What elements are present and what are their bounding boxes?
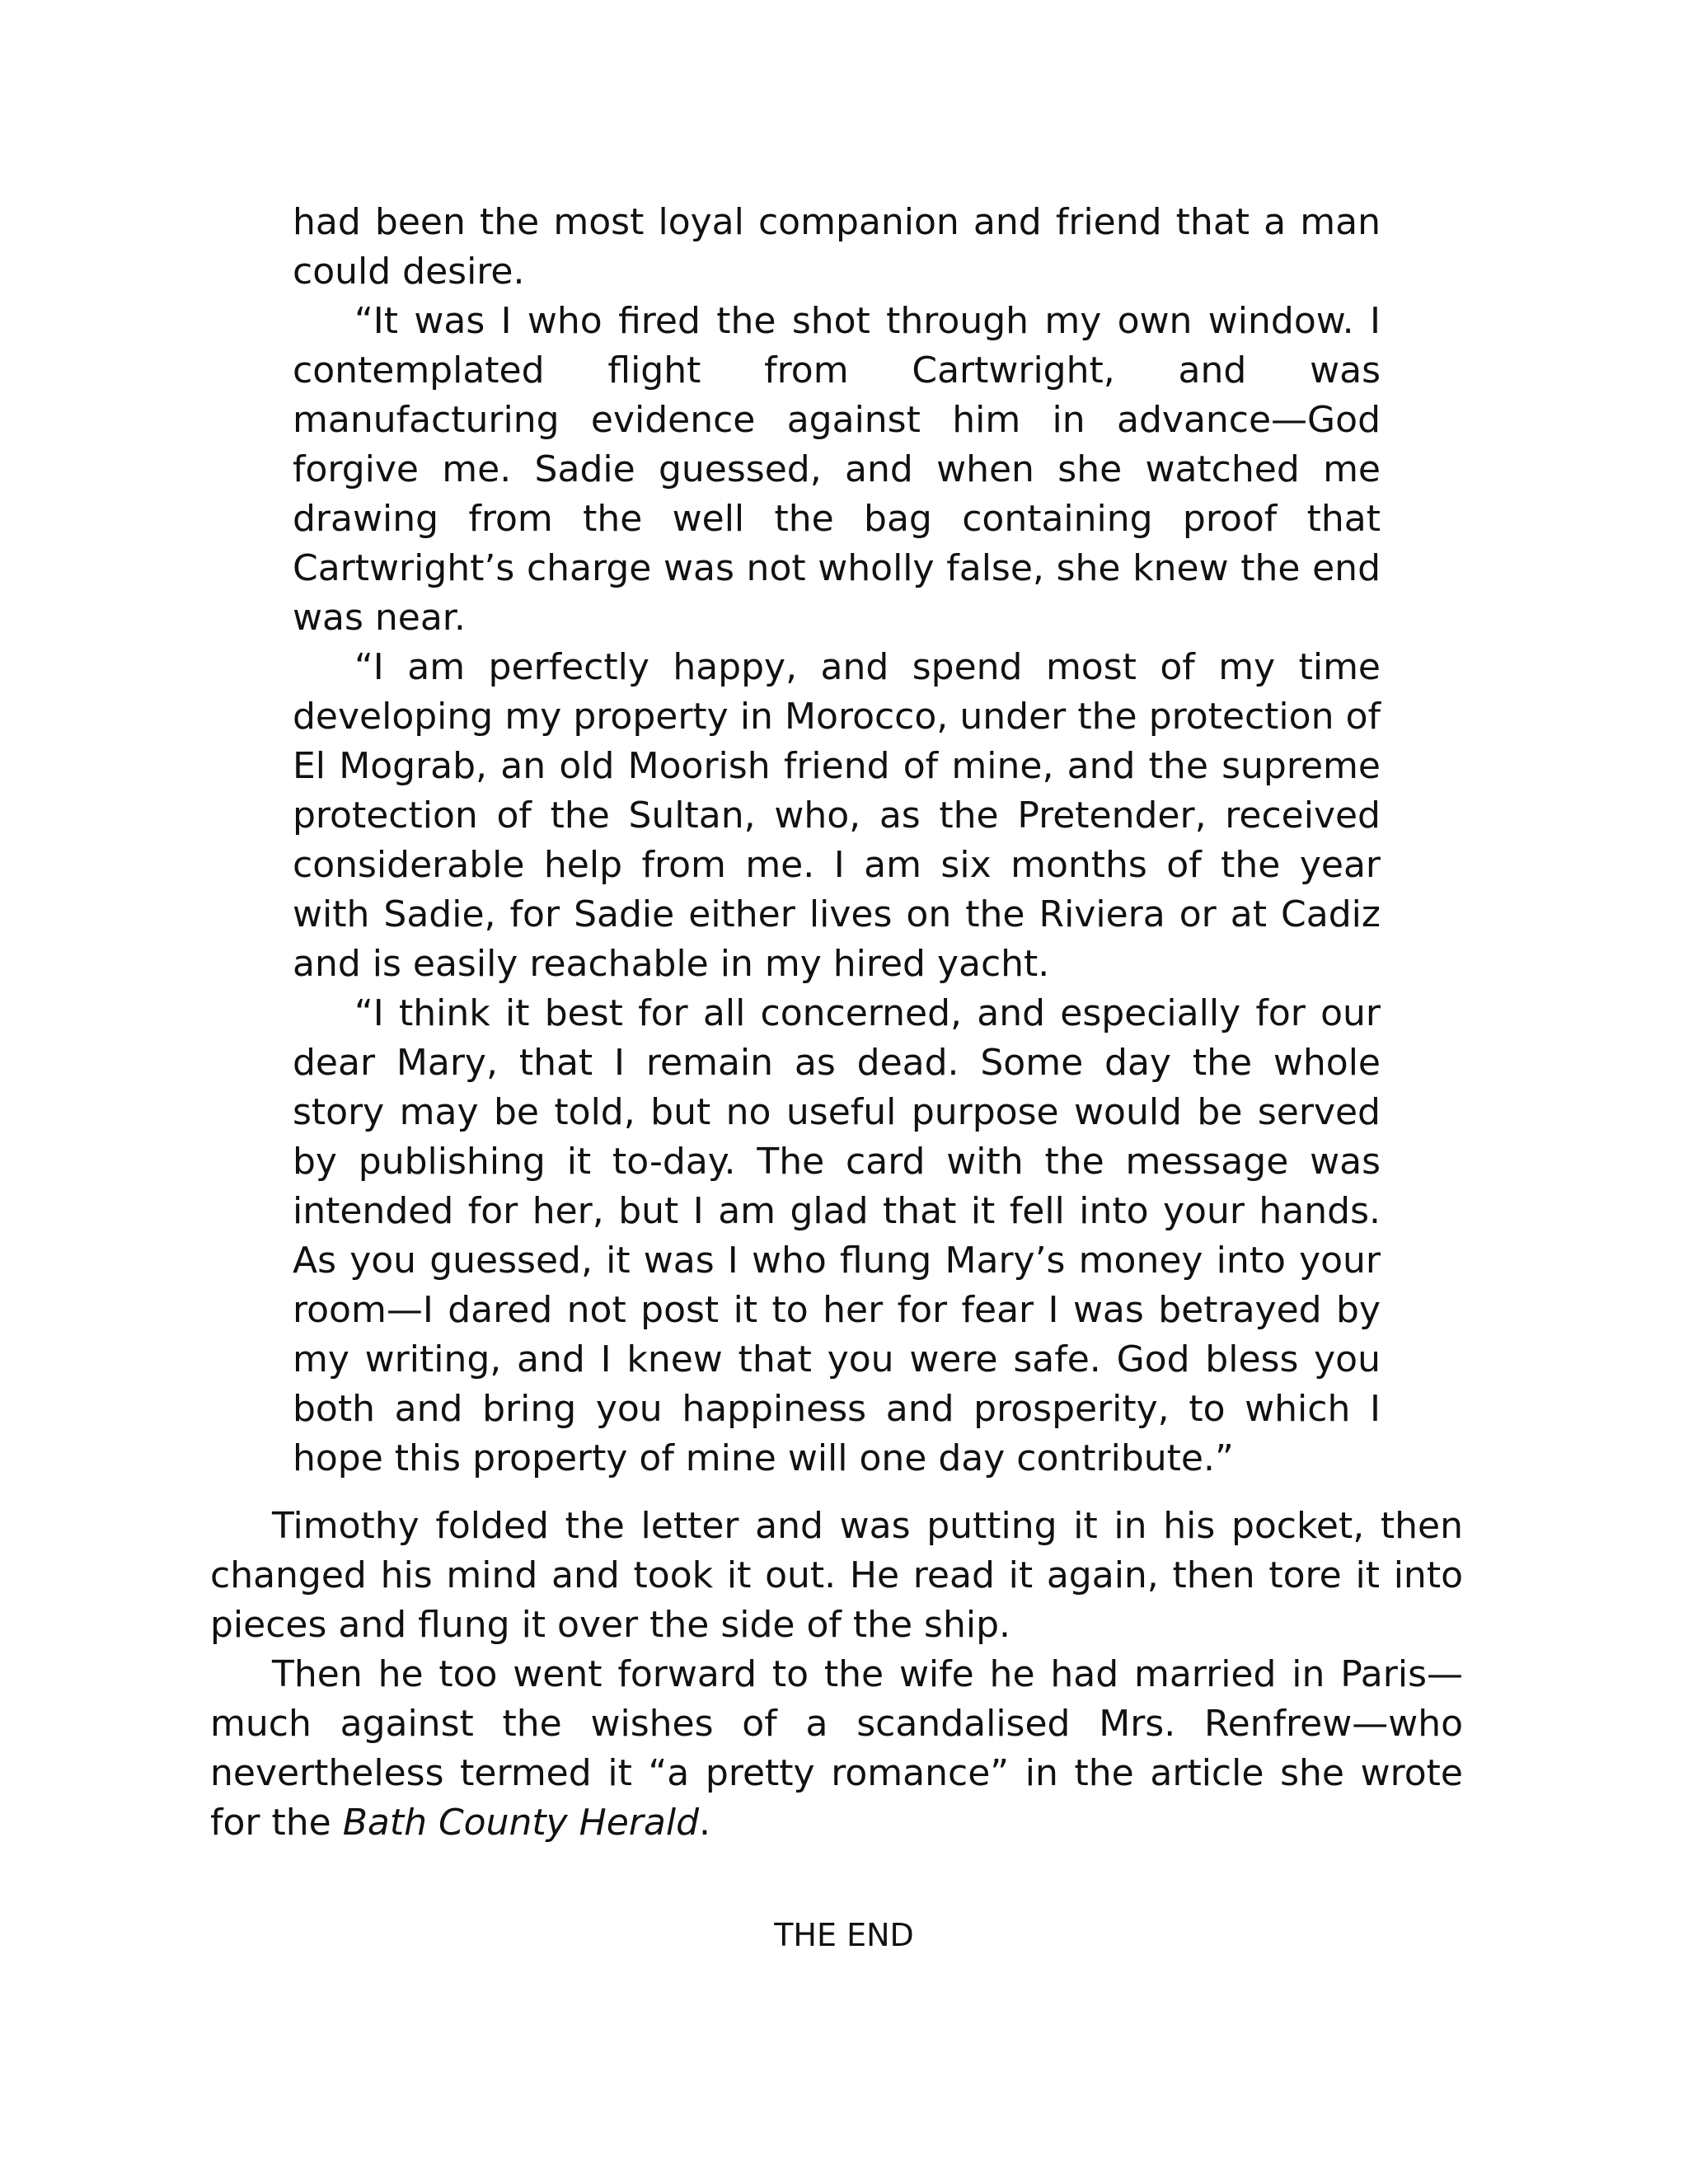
narrative-paragraph: Timothy folded the letter and was putting it in his pocket, then changed his mind and took it out. He read it again, then tore it into pieces and flung it over the side of the ship. [210, 1505, 1463, 1646]
narrative-text: Then he too went forward to the wife he had married in Paris—much against the wishes of a scandalised Mrs. Renfrew—who nevertheless termed it “a pretty romance” in the article she wrote for the [210, 1653, 1463, 1844]
letter-paragraph: had been the most loyal companion and friend that a man could desire. [293, 201, 1381, 293]
letter-paragraph: “I think it best for all concerned, and especially for our dear Mary, that I remain as dead. Some day the whole story may be told, but no useful purpose would be served by publishing it to-day. The card with the message was intended for her, but I am glad that it fell into your hands. As you guessed, it was I who flung Mary’s money into your room—I dared not post it to her for fear I was betrayed by my writing, and I knew that you were safe. God bless you both and bring you happiness and prosperity, to which I hope this property of mine will one day contribute.” [293, 992, 1381, 1479]
the-end-heading: THE END [774, 1917, 914, 1953]
letter-paragraph: “I am perfectly happy, and spend most of my time developing my property in Morocco, under the protection of El Mograb, an old Moorish friend of mine, and the supreme protection of the Sultan, who, as the Pretender, received considerable help from me. I am six months of the year with Sadie, for Sadie either lives on the Riviera or at Cadiz and is easily reachable in my hired yacht. [293, 646, 1381, 985]
narrative-block [210, 1502, 1463, 1848]
narrative-paragraph [210, 1650, 1463, 1848]
letter-paragraph: “It was I who fired the shot through my own window. I contemplated flight from Cartwright, and was manufacturing evidence against him in advance—God forgive me. Sadie guessed, and when she watched me drawing from the well the bag containing proof that Cartwright’s charge was not wholly false, she knew the end was near. [293, 300, 1381, 639]
narrative-end-punctuation: . [699, 1802, 711, 1844]
letter-block-quote [293, 198, 1381, 1483]
newspaper-title: Bath County Herald [342, 1802, 700, 1844]
